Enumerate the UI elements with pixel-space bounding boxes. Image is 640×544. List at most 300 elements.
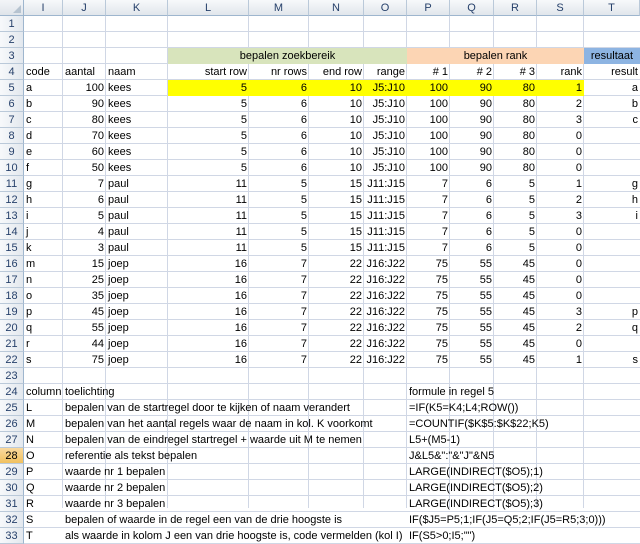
table-cell[interactable]: 75 (435, 306, 448, 318)
table-cell[interactable]: 10 (349, 98, 362, 110)
table-cell[interactable]: q (631, 322, 638, 334)
note-formula[interactable]: =IF(K5=K4;L4;ROW()) (409, 402, 519, 414)
table-cell[interactable]: J11:J15 (367, 242, 405, 254)
table-cell[interactable]: 22 (349, 290, 362, 302)
table-cell[interactable]: 6 (485, 242, 492, 254)
note-formula[interactable]: IF(S5>0;I5;"") (409, 530, 476, 542)
table-cell[interactable]: 45 (522, 290, 535, 302)
table-cell[interactable]: 3 (575, 306, 582, 318)
header-result[interactable]: result (611, 66, 638, 78)
header-aantal[interactable]: aantal (65, 66, 95, 78)
group-header-zoekbereik[interactable]: bepalen zoekbereik (239, 50, 336, 62)
table-cell[interactable]: 100 (85, 82, 104, 94)
table-cell[interactable]: 5 (528, 210, 535, 222)
table-cell[interactable] (584, 128, 640, 144)
table-cell[interactable] (584, 144, 640, 160)
table-cell[interactable]: s (632, 354, 638, 366)
table-cell[interactable]: 90 (479, 114, 492, 126)
note-formula[interactable]: IF($J5=P5;1;IF(J5=Q5;2;IF(J5=R5;3;0))) (409, 514, 606, 526)
header-start-row[interactable]: start row (204, 66, 247, 78)
table-cell[interactable]: J16:J22 (366, 322, 405, 334)
table-cell[interactable]: 6 (485, 178, 492, 190)
note-column-letter[interactable]: P (26, 466, 34, 478)
header-end-row[interactable]: end row (322, 66, 362, 78)
table-cell[interactable]: joep (108, 258, 129, 270)
row-header-32[interactable]: 32 (0, 512, 24, 528)
table-cell[interactable]: q (26, 322, 33, 334)
table-cell[interactable]: 90 (479, 130, 492, 142)
table-cell[interactable]: J16:J22 (366, 290, 405, 302)
column-header-k[interactable]: K (106, 0, 168, 16)
table-cell[interactable]: 100 (429, 162, 448, 174)
table-cell[interactable]: 6 (300, 114, 307, 126)
table-cell[interactable]: 55 (479, 338, 492, 350)
row-header-4[interactable]: 4 (0, 64, 24, 80)
table-cell[interactable]: b (631, 98, 638, 110)
table-cell[interactable]: 80 (522, 82, 535, 94)
table-cell[interactable]: 0 (575, 258, 582, 270)
table-cell[interactable]: k (26, 242, 32, 254)
table-cell[interactable]: 4 (97, 226, 104, 238)
table-cell[interactable]: 22 (349, 306, 362, 318)
table-cell[interactable]: kees (108, 82, 132, 94)
table-cell[interactable]: 10 (349, 114, 362, 126)
table-cell[interactable] (584, 224, 640, 240)
table-cell[interactable]: 6 (300, 130, 307, 142)
table-cell[interactable]: 6 (485, 226, 492, 238)
table-cell[interactable]: 10 (349, 162, 362, 174)
table-cell[interactable]: 45 (91, 306, 104, 318)
table-cell[interactable]: 80 (522, 130, 535, 142)
table-cell[interactable]: 11 (235, 194, 247, 206)
table-cell[interactable]: 5 (240, 162, 247, 174)
table-cell[interactable]: 75 (435, 338, 448, 350)
column-header-s[interactable]: S (537, 0, 584, 16)
table-cell[interactable]: 5 (300, 242, 307, 254)
table-cell[interactable]: 11 (235, 242, 247, 254)
table-cell[interactable]: 55 (479, 290, 492, 302)
table-cell[interactable]: 0 (575, 242, 582, 254)
table-cell[interactable]: J5:J10 (372, 146, 405, 158)
table-cell[interactable]: 7 (97, 178, 104, 190)
table-cell[interactable]: 16 (234, 306, 247, 318)
row-header-22[interactable]: 22 (0, 352, 24, 368)
table-cell[interactable]: kees (108, 130, 132, 142)
table-cell[interactable]: 22 (349, 354, 362, 366)
row-header-29[interactable]: 29 (0, 464, 24, 480)
table-cell[interactable]: 22 (349, 322, 362, 334)
row-header-6[interactable]: 6 (0, 96, 24, 112)
table-cell[interactable]: J5:J10 (372, 98, 405, 110)
table-cell[interactable]: 11 (235, 210, 247, 222)
table-cell[interactable]: 1 (575, 178, 582, 190)
table-cell[interactable]: 10 (349, 146, 362, 158)
table-cell[interactable]: 22 (349, 338, 362, 350)
table-cell[interactable]: g (631, 178, 638, 190)
table-cell[interactable]: 5 (300, 178, 307, 190)
table-cell[interactable]: 3 (575, 114, 582, 126)
row-header-24[interactable]: 24 (0, 384, 24, 400)
table-cell[interactable]: 100 (429, 130, 448, 142)
row-header-16[interactable]: 16 (0, 256, 24, 272)
table-cell[interactable]: 90 (91, 98, 104, 110)
column-header-q[interactable]: Q (450, 0, 494, 16)
table-cell[interactable]: 75 (435, 290, 448, 302)
row-header-7[interactable]: 7 (0, 112, 24, 128)
table-cell[interactable]: 7 (300, 338, 307, 350)
table-cell[interactable]: 45 (522, 338, 535, 350)
table-cell[interactable]: 90 (479, 82, 492, 94)
row-header-26[interactable]: 26 (0, 416, 24, 432)
table-cell[interactable] (584, 336, 640, 352)
row-header-19[interactable]: 19 (0, 304, 24, 320)
row-header-23[interactable]: 23 (0, 368, 24, 384)
table-cell[interactable]: 50 (91, 162, 104, 174)
row-header-1[interactable]: 1 (0, 16, 24, 32)
row-header-31[interactable]: 31 (0, 496, 24, 512)
table-cell[interactable]: kees (108, 98, 132, 110)
header-naam[interactable]: naam (108, 66, 136, 78)
table-cell[interactable]: 7 (300, 306, 307, 318)
row-header-15[interactable]: 15 (0, 240, 24, 256)
row-header-18[interactable]: 18 (0, 288, 24, 304)
table-cell[interactable]: J16:J22 (366, 258, 405, 270)
table-cell[interactable]: e (26, 146, 33, 158)
table-cell[interactable]: 5 (528, 178, 535, 190)
table-cell[interactable]: 6 (300, 82, 307, 94)
table-cell[interactable]: 5 (240, 146, 247, 158)
note-formula[interactable]: J&L5&":"&"J"&N5 (409, 450, 495, 462)
row-header-33[interactable]: 33 (0, 528, 24, 544)
table-cell[interactable]: 45 (522, 322, 535, 334)
table-cell[interactable]: J16:J22 (366, 274, 405, 286)
table-cell[interactable]: 6 (485, 210, 492, 222)
table-cell[interactable]: 45 (522, 258, 535, 270)
table-cell[interactable]: a (26, 82, 33, 94)
group-header-rank[interactable]: bepalen rank (463, 50, 528, 62)
row-header-27[interactable]: 27 (0, 432, 24, 448)
table-cell[interactable]: p (631, 306, 638, 318)
table-cell[interactable]: m (26, 258, 36, 270)
table-cell[interactable]: 80 (522, 146, 535, 158)
note-column-letter[interactable]: T (26, 530, 33, 542)
notes-column-header[interactable]: column (26, 386, 62, 398)
table-cell[interactable]: J5:J10 (372, 130, 405, 142)
note-column-letter[interactable]: O (26, 450, 35, 462)
column-header-t[interactable]: T (584, 0, 640, 16)
table-cell[interactable]: 3 (97, 242, 104, 254)
row-header-8[interactable]: 8 (0, 128, 24, 144)
table-cell[interactable]: 35 (91, 290, 104, 302)
table-cell[interactable]: c (632, 114, 638, 126)
table-cell[interactable]: 7 (441, 226, 448, 238)
table-cell[interactable]: joep (108, 306, 129, 318)
table-cell[interactable]: 15 (349, 194, 362, 206)
row-header-13[interactable]: 13 (0, 208, 24, 224)
header-nr-rows[interactable]: nr rows (270, 66, 307, 78)
table-cell[interactable]: 0 (575, 338, 582, 350)
table-cell[interactable]: f (26, 162, 30, 174)
table-cell[interactable]: 6 (97, 194, 104, 206)
table-cell[interactable]: 70 (91, 130, 104, 142)
column-header-o[interactable]: O (364, 0, 407, 16)
row-header-12[interactable]: 12 (0, 192, 24, 208)
table-cell[interactable]: J16:J22 (366, 354, 405, 366)
table-cell[interactable]: 44 (91, 338, 104, 350)
column-header-l[interactable]: L (168, 0, 249, 16)
table-cell[interactable]: 5 (97, 210, 104, 222)
note-description[interactable]: bepalen van het aantal regels waar de naam in kol. K voorkomt (65, 418, 373, 430)
table-cell[interactable]: 45 (522, 354, 535, 366)
table-cell[interactable]: 5 (240, 98, 247, 110)
table-cell[interactable]: 6 (485, 194, 492, 206)
table-cell[interactable]: 22 (349, 258, 362, 270)
table-cell[interactable]: 7 (441, 242, 448, 254)
row-header-5[interactable]: 5 (0, 80, 24, 96)
table-cell[interactable]: 7 (441, 210, 448, 222)
table-cell[interactable]: o (26, 290, 33, 302)
table-cell[interactable]: 55 (479, 354, 492, 366)
table-cell[interactable]: 80 (91, 114, 104, 126)
table-cell[interactable]: 90 (479, 98, 492, 110)
table-cell[interactable]: 60 (91, 146, 104, 158)
table-cell[interactable]: 15 (349, 210, 362, 222)
table-cell[interactable]: c (26, 114, 32, 126)
table-cell[interactable]: 16 (234, 322, 247, 334)
table-cell[interactable]: 5 (240, 82, 247, 94)
table-cell[interactable]: 16 (234, 354, 247, 366)
table-cell[interactable] (584, 256, 640, 272)
table-cell[interactable]: 2 (575, 98, 582, 110)
table-cell[interactable]: 7 (441, 178, 448, 190)
note-description[interactable]: bepalen of waarde in de regel een van de drie hoogste is (65, 514, 343, 526)
table-cell[interactable]: 2 (575, 322, 582, 334)
table-cell[interactable]: 7 (300, 290, 307, 302)
header-code[interactable]: code (26, 66, 50, 78)
table-cell[interactable]: J11:J15 (367, 194, 405, 206)
note-description[interactable]: waarde nr 3 bepalen (65, 498, 166, 510)
table-cell[interactable]: 75 (435, 354, 448, 366)
table-cell[interactable]: 0 (575, 162, 582, 174)
table-cell[interactable]: 15 (349, 242, 362, 254)
table-cell[interactable]: 16 (234, 274, 247, 286)
table-cell[interactable]: 75 (435, 258, 448, 270)
table-cell[interactable]: J16:J22 (366, 338, 405, 350)
note-description[interactable]: referentie als tekst bepalen (65, 450, 198, 462)
table-cell[interactable]: 5 (300, 194, 307, 206)
table-cell[interactable]: 5 (528, 226, 535, 238)
note-column-letter[interactable]: N (26, 434, 34, 446)
note-formula[interactable]: LARGE(INDIRECT($O5);2) (409, 482, 543, 494)
table-cell[interactable]: 10 (349, 82, 362, 94)
table-cell[interactable]: 100 (429, 114, 448, 126)
column-header-p[interactable]: P (407, 0, 450, 16)
row-header-14[interactable]: 14 (0, 224, 24, 240)
note-description[interactable]: als waarde in kolom J een van drie hoogste is, code vermelden (kol I) (65, 530, 403, 542)
table-cell[interactable] (584, 272, 640, 288)
row-header-3[interactable]: 3 (0, 48, 24, 64)
note-description[interactable]: waarde nr 1 bepalen (65, 466, 166, 478)
column-header-m[interactable]: M (249, 0, 309, 16)
column-header-n[interactable]: N (309, 0, 364, 16)
table-cell[interactable]: J11:J15 (367, 178, 405, 190)
table-cell[interactable]: 16 (234, 258, 247, 270)
table-cell[interactable]: 1 (575, 82, 582, 94)
row-header-10[interactable]: 10 (0, 160, 24, 176)
table-cell[interactable]: 100 (429, 98, 448, 110)
note-formula[interactable]: LARGE(INDIRECT($O5);3) (409, 498, 543, 510)
table-cell[interactable]: joep (108, 290, 129, 302)
table-cell[interactable]: paul (108, 226, 129, 238)
row-header-11[interactable]: 11 (0, 176, 24, 192)
table-cell[interactable]: 16 (234, 338, 247, 350)
row-header-28[interactable]: 28 (0, 448, 24, 464)
table-cell[interactable]: 0 (575, 290, 582, 302)
table-cell[interactable]: 75 (435, 274, 448, 286)
table-cell[interactable]: paul (108, 242, 129, 254)
table-cell[interactable]: 15 (349, 178, 362, 190)
table-cell[interactable]: j (26, 226, 29, 238)
table-cell[interactable]: 45 (522, 274, 535, 286)
table-cell[interactable]: 0 (575, 146, 582, 158)
table-cell[interactable] (584, 240, 640, 256)
table-cell[interactable]: 100 (429, 146, 448, 158)
table-cell[interactable]: 90 (479, 146, 492, 158)
table-cell[interactable]: J11:J15 (367, 210, 405, 222)
table-cell[interactable]: 7 (441, 194, 448, 206)
table-cell[interactable]: paul (108, 178, 129, 190)
row-header-20[interactable]: 20 (0, 320, 24, 336)
table-cell[interactable]: joep (108, 338, 129, 350)
table-cell[interactable]: 55 (91, 322, 104, 334)
note-column-letter[interactable]: L (26, 402, 33, 414)
table-cell[interactable]: 0 (575, 226, 582, 238)
column-header-j[interactable]: J (63, 0, 106, 16)
header--1[interactable]: # 1 (432, 66, 448, 78)
note-formula[interactable]: L5+(M5-1) (409, 434, 461, 446)
note-column-letter[interactable]: M (26, 418, 36, 430)
note-column-letter[interactable]: R (26, 498, 34, 510)
table-cell[interactable]: 80 (522, 98, 535, 110)
column-header-i[interactable]: I (24, 0, 63, 16)
table-cell[interactable]: b (26, 98, 33, 110)
table-cell[interactable]: a (631, 82, 638, 94)
table-cell[interactable]: 80 (522, 114, 535, 126)
header-rank[interactable]: rank (560, 66, 582, 78)
table-cell[interactable]: d (26, 130, 33, 142)
table-cell[interactable]: 7 (300, 274, 307, 286)
table-cell[interactable]: 0 (575, 130, 582, 142)
note-description[interactable]: bepalen van de startregel door te kijken of naam verandert (65, 402, 350, 414)
table-cell[interactable]: J5:J10 (372, 162, 405, 174)
table-cell[interactable]: 22 (349, 274, 362, 286)
table-cell[interactable]: kees (108, 162, 132, 174)
table-cell[interactable]: 15 (91, 258, 104, 270)
table-cell[interactable]: 55 (479, 258, 492, 270)
table-cell[interactable]: J16:J22 (366, 306, 405, 318)
table-cell[interactable]: 5 (240, 114, 247, 126)
note-formula[interactable]: LARGE(INDIRECT($O5);1) (409, 466, 543, 478)
table-cell[interactable] (584, 288, 640, 304)
table-cell[interactable]: i (635, 210, 638, 222)
note-column-letter[interactable]: Q (26, 482, 35, 494)
table-cell[interactable]: n (26, 274, 33, 286)
table-cell[interactable]: 5 (300, 226, 307, 238)
table-cell[interactable]: joep (108, 274, 129, 286)
table-cell[interactable]: g (26, 178, 33, 190)
table-cell[interactable]: r (26, 338, 30, 350)
table-cell[interactable]: 15 (349, 226, 362, 238)
table-cell[interactable]: h (26, 194, 33, 206)
table-cell[interactable]: 5 (528, 242, 535, 254)
table-cell[interactable]: 10 (349, 130, 362, 142)
notes-formula-header[interactable]: formule in regel 5 (409, 386, 494, 398)
table-cell[interactable]: 16 (234, 290, 247, 302)
table-cell[interactable]: 11 (235, 226, 247, 238)
table-cell[interactable]: 6 (300, 98, 307, 110)
row-header-21[interactable]: 21 (0, 336, 24, 352)
group-header-resultaat[interactable]: resultaat (590, 50, 634, 62)
table-cell[interactable]: 5 (528, 194, 535, 206)
table-cell[interactable] (584, 160, 640, 176)
table-cell[interactable]: 45 (522, 306, 535, 318)
table-cell[interactable]: paul (108, 194, 129, 206)
header--3[interactable]: # 3 (519, 66, 535, 78)
table-cell[interactable]: p (26, 306, 33, 318)
table-cell[interactable]: joep (108, 354, 129, 366)
table-cell[interactable]: 3 (575, 210, 582, 222)
note-formula[interactable]: =COUNTIF($K$5:$K$22;K5) (409, 418, 549, 430)
table-cell[interactable]: kees (108, 114, 132, 126)
note-column-letter[interactable]: S (26, 514, 34, 526)
table-cell[interactable]: 5 (240, 130, 247, 142)
note-description[interactable]: waarde nr 2 bepalen (65, 482, 166, 494)
row-header-2[interactable]: 2 (0, 32, 24, 48)
select-all-corner[interactable] (0, 0, 24, 16)
table-cell[interactable]: 75 (435, 322, 448, 334)
table-cell[interactable]: 6 (300, 146, 307, 158)
table-cell[interactable]: s (26, 354, 32, 366)
table-cell[interactable]: 6 (300, 162, 307, 174)
table-cell[interactable]: kees (108, 146, 132, 158)
table-cell[interactable]: i (26, 210, 29, 222)
table-cell[interactable]: J5:J10 (372, 82, 405, 94)
row-header-25[interactable]: 25 (0, 400, 24, 416)
table-cell[interactable]: J5:J10 (372, 114, 405, 126)
table-cell[interactable]: joep (108, 322, 129, 334)
row-header-17[interactable]: 17 (0, 272, 24, 288)
table-cell[interactable]: 11 (235, 178, 247, 190)
note-description[interactable]: bepalen van de eindregel startregel + waarde uit M te nemen (65, 434, 362, 446)
table-cell[interactable]: 0 (575, 274, 582, 286)
table-cell[interactable]: 90 (479, 162, 492, 174)
row-header-30[interactable]: 30 (0, 480, 24, 496)
header-range[interactable]: range (376, 66, 405, 78)
table-cell[interactable]: 1 (575, 354, 582, 366)
header--2[interactable]: # 2 (476, 66, 492, 78)
row-header-9[interactable]: 9 (0, 144, 24, 160)
table-cell[interactable]: 7 (300, 258, 307, 270)
table-cell[interactable]: h (631, 194, 638, 206)
table-cell[interactable]: 25 (91, 274, 104, 286)
table-cell[interactable]: 55 (479, 322, 492, 334)
table-cell[interactable]: 2 (575, 194, 582, 206)
table-cell[interactable]: 75 (91, 354, 104, 366)
table-cell[interactable]: 55 (479, 274, 492, 286)
table-cell[interactable]: J11:J15 (367, 226, 405, 238)
table-cell[interactable]: paul (108, 210, 129, 222)
table-cell[interactable]: 55 (479, 306, 492, 318)
